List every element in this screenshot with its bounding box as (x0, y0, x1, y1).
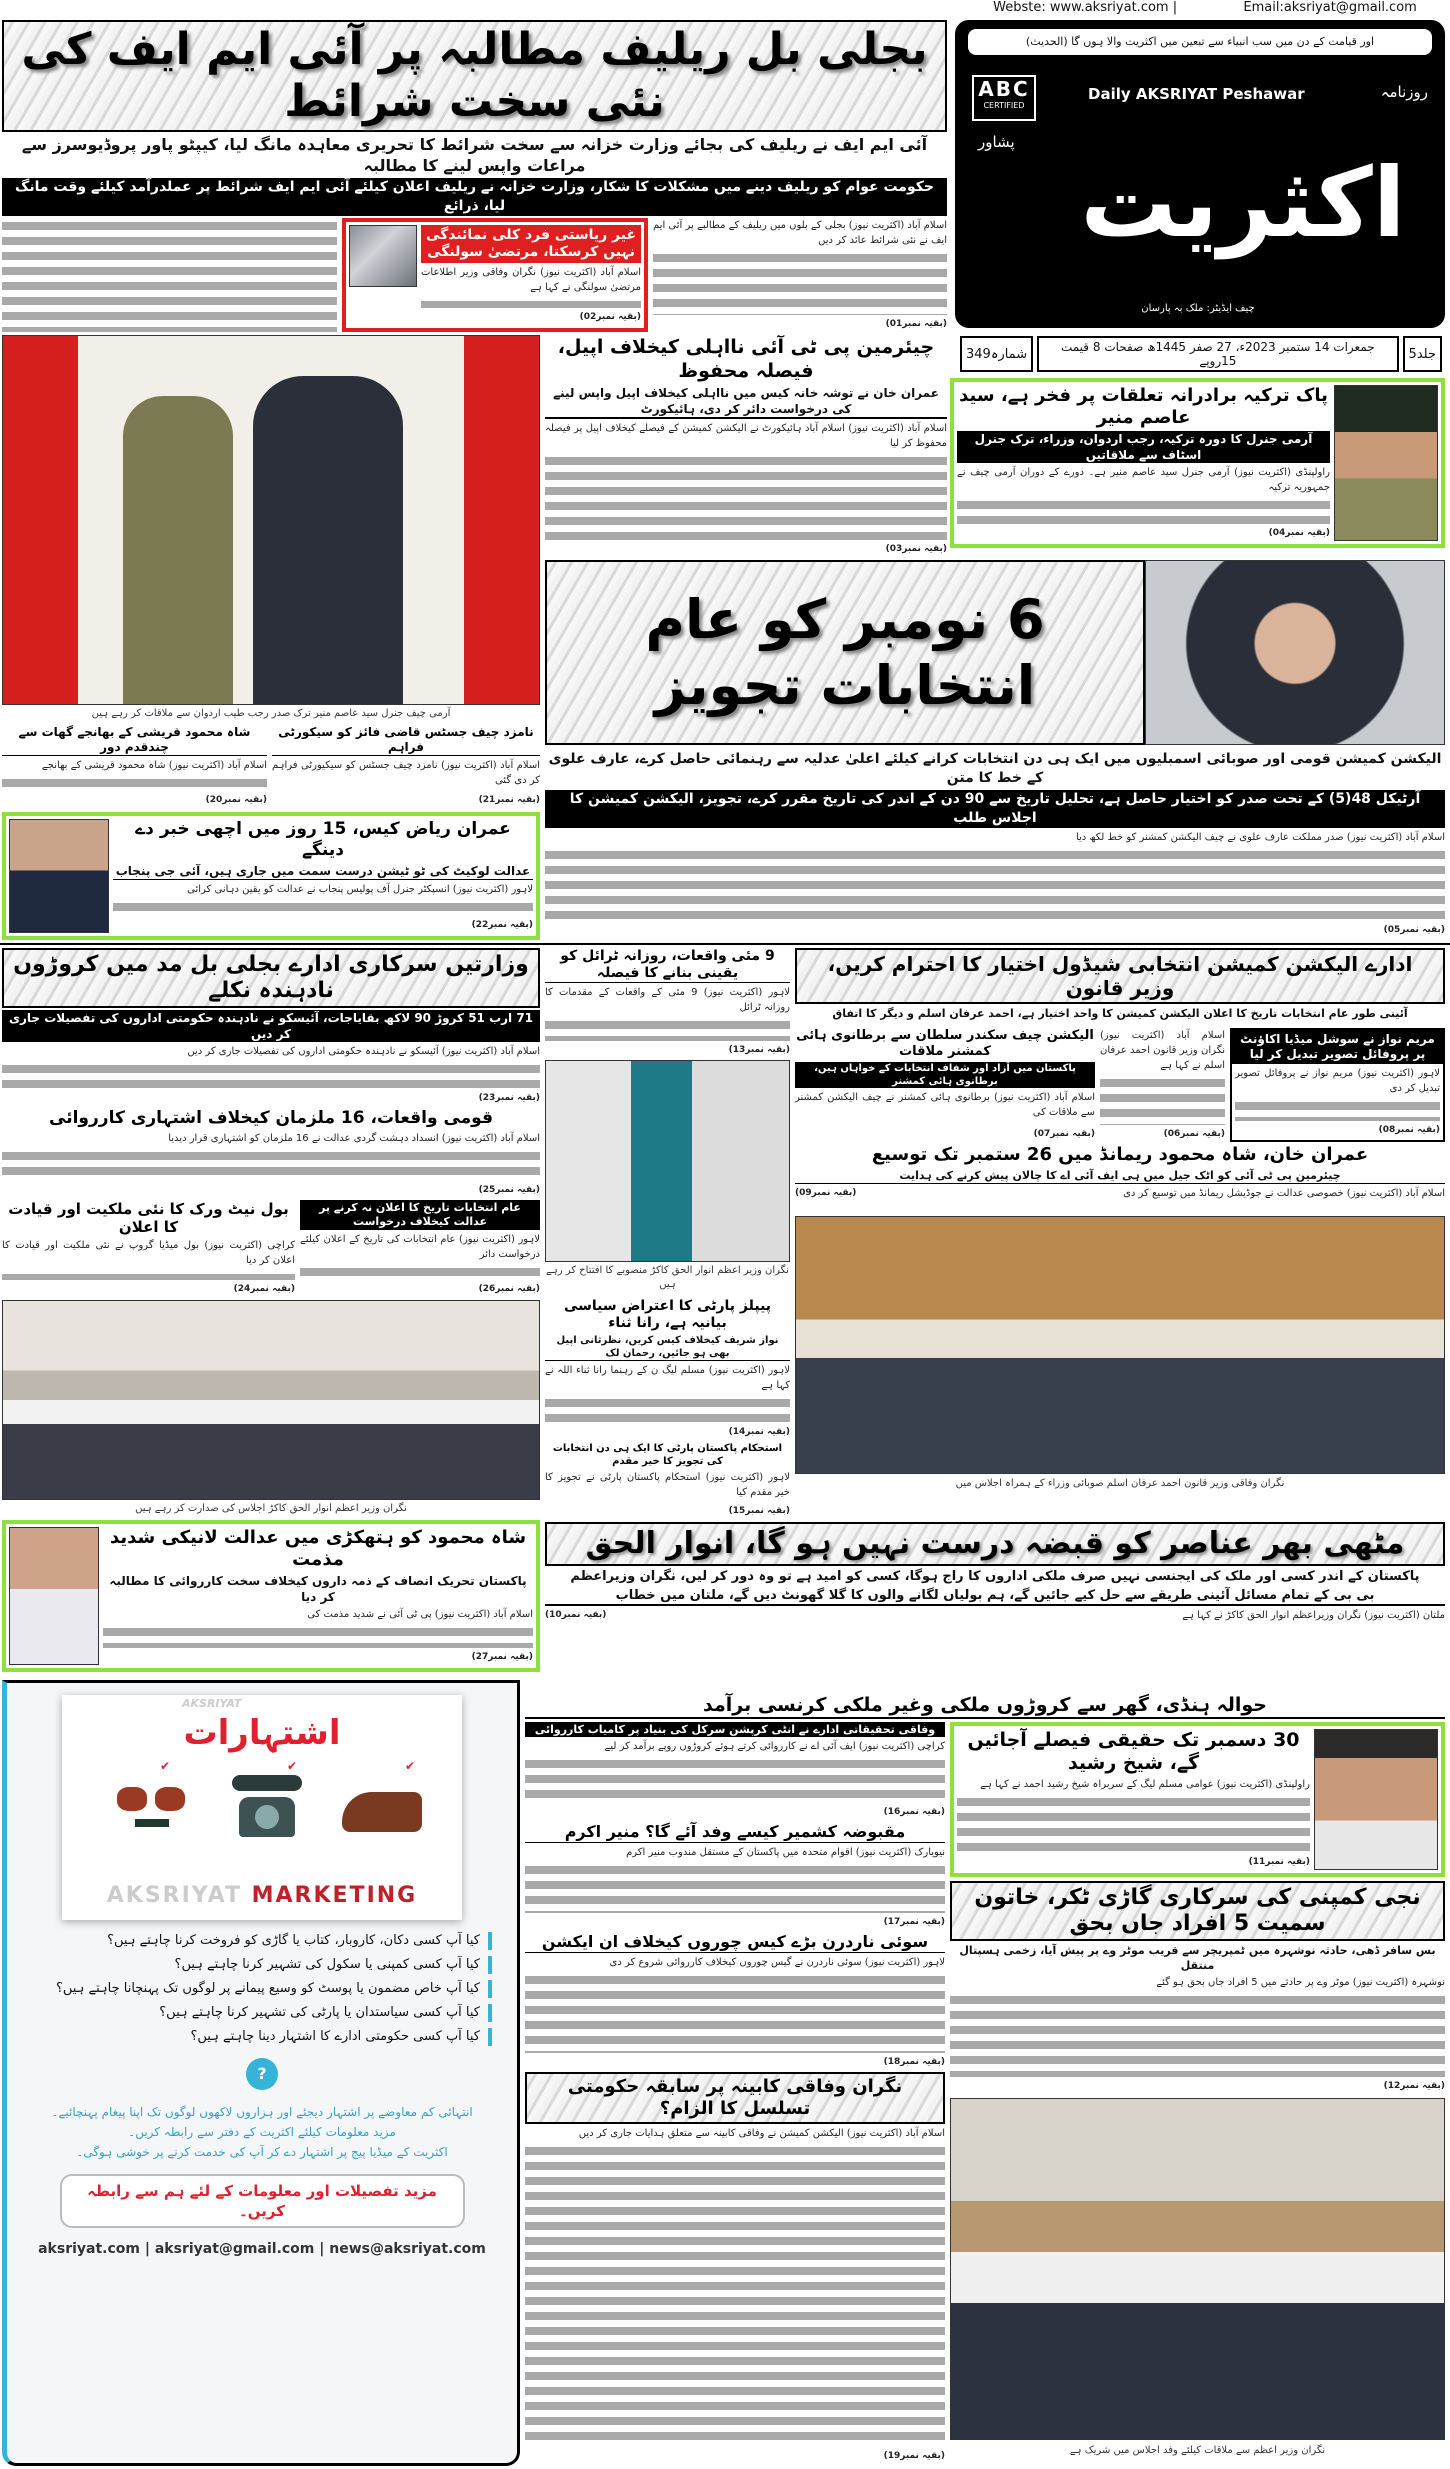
hawala-lede: کراچی (اکثریت نیوز) ایف آئی اے نے کارروائی کرتے ہوئے کروڑوں روپے برآمد کر لیے (604, 1741, 945, 1752)
qureshi-cuffs-headline: شاہ محمود کو ہتھکڑی میں عدالت لانیکی شدید مذمت (109, 1527, 527, 1570)
defaulters-headline: وزارتیں سرکاری ادارے بجلی بل مد میں کروڑوں نادہندہ نکلے (2, 948, 540, 1008)
may9-story (545, 948, 790, 1058)
ad-notes (25, 2102, 500, 2162)
accident-story (950, 1881, 1445, 2094)
erdogan-photo-caption: آرمی چیف جنرل سید عاصم منیر ترک صدر رجب طیب اردوان سے ملاقات کر رہے ہیں (91, 708, 451, 719)
qureshi-nephew-lede: اسلام آباد (اکثریت نیوز) شاہ محمود قریشی کے بھانجے (41, 760, 267, 771)
check-icon: ✔ (287, 1759, 298, 1773)
imran-riaz-lede: لاہور (اکثریت نیوز) انسپکٹر جنرل آف پولیس پنجاب نے عدالت کو یقین دہانی کرائی (187, 884, 533, 895)
issue-number: شمارہ349 (960, 336, 1033, 372)
website-link[interactable]: Webste: www.aksriyat.com | (993, 0, 1178, 15)
ipp-story (545, 1442, 790, 1518)
divider (0, 943, 1450, 945)
continued-label[interactable]: (بقیہ نمبر10) (545, 1610, 607, 1620)
ipp-headline: استحکام پاکستان پارٹی کا ایک ہی دن انتخابات کی تجویز کا خیر مقدم (552, 1443, 783, 1467)
hawala-sub: وفاقی تحقیقاتی ادارے نے انٹی کرپشن سرکل کی بنیاد پر کامیاب کارروائی (525, 1722, 945, 1737)
continued-label[interactable]: (بقیہ نمبر21) (478, 795, 540, 805)
hawala-story (525, 1722, 945, 1820)
qureshi-cuffs-lede: اسلام آباد (اکثریت نیوز) پی ٹی آئی نے شدید مذمت کی (307, 1609, 533, 1620)
imran-riaz-headline: عمران ریاض کیس، 15 روز میں اچھی خبر دے دینگے (135, 819, 511, 860)
continued-label[interactable]: (بقیہ نمبر13) (728, 1045, 790, 1055)
may9-lede: لاہور (اکثریت نیوز) 9 مئی کے واقعات کے مقدمات کا روزانہ ٹرائل (545, 987, 791, 1013)
erdogan-munir-photo (2, 335, 540, 705)
imran-riaz-photo (9, 819, 109, 933)
ad-footer-contacts[interactable]: aksriyat.com | aksriyat@gmail.com | news@aksriyat.com (38, 2241, 486, 2257)
petition-headline: عام انتخابات تاریخ کا اعلان نہ کرنے پر عدالت کیخلاف درخواست (300, 1200, 540, 1230)
continued-label[interactable]: (بقیہ نمبر03) (885, 544, 947, 554)
top-bar (960, 0, 1450, 18)
solangi-lede: اسلام آباد (اکثریت نیوز) نگران وفاقی وزیر اطلاعات مرتضیٰ سولنگی نے کہا ہے (421, 267, 641, 293)
sandal-icon (342, 1792, 422, 1832)
continued-label[interactable]: (بقیہ نمبر16) (883, 1807, 945, 1817)
volume: جلد5 (1403, 336, 1442, 372)
president-figure (253, 376, 403, 705)
rana-sub: نواز شریف کیخلاف کیس کریں، نظرثانی اپیل بھی ہو جائیں، رحمان لک (545, 1334, 790, 1361)
remand-headline: عمران خان، شاہ محمود ریمانڈ میں 26 ستمبر تک توسیع (871, 1144, 1369, 1165)
continued-label[interactable]: (بقیہ نمبر24) (233, 1284, 295, 1294)
continued-label[interactable]: (بقیہ نمبر27) (471, 1652, 533, 1662)
bol-lede: کراچی (اکثریت نیوز) بول میڈیا گروپ نے نئی ملکیت اور قیادت کا اعلان کر دیا (2, 1240, 295, 1266)
meeting-photo-left (2, 1300, 540, 1500)
meeting-photo-bottom (950, 2098, 1445, 2440)
lead-headline: بجلی بل ریلیف مطالبہ پر آئی ایم ایف کی نئی سخت شرائط (2, 20, 947, 132)
masthead (955, 20, 1445, 328)
meeting-photo-right (795, 1216, 1445, 1474)
continued-label[interactable]: (بقیہ نمبر25) (478, 1185, 540, 1195)
lead-sub2: حکومت عوام کو ریلیف دینے میں مشکلات کا شکار، وزارت خزانہ نے ریلیف اعلان کیلئے آئی ایم ایف شرائط پر عملدرآمد کیلئے وقت مانگ لیا، ذرائع (2, 178, 947, 216)
munir-photo (1334, 385, 1438, 541)
continued-label[interactable]: (بقیہ نمبر07) (1033, 1129, 1095, 1139)
ad-contact-button[interactable]: مزید تفصیلات اور معلومات کے لئے ہم سے رابطہ کریں۔ (60, 2174, 465, 2228)
sui-headline: سوئی ناردرن بڑے کیس چوروں کیخلاف ان ایکشن (525, 1932, 945, 1953)
alvi-photo (1145, 560, 1445, 745)
pti-appeal-story (545, 335, 947, 557)
munir-sub: آرمی جنرل کا دورہ ترکیہ، رجب اردوان، وزراء، ترک جنرل اسٹاف سے ملاقاتیں (957, 431, 1330, 463)
ad-question: کیا آپ کسی حکومتی ادارے کا اشتہار دینا چاہتے ہیں؟ (32, 2028, 492, 2046)
remand-story (795, 1144, 1445, 1214)
sunglasses-icon (117, 1777, 187, 1837)
ad-question: کیا آپ کسی دکان، کاروبار، کتاب یا گاڑی کو فروخت کرنا چاہتے ہیں؟ (32, 1932, 492, 1950)
meeting-photo-bottom-caption: نگران وزیر اعظم سے ملاقات کیلئے وفد اجلاس میں شریک ہے (1069, 2445, 1326, 2456)
qureshi-photo (9, 1527, 99, 1665)
lead-body-2 (2, 218, 337, 332)
proclaimed-lede: اسلام آباد (اکثریت نیوز) انسداد دہشت گردی عدالت نے 16 ملزمان کو اشتہاری قرار دیدیا (168, 1133, 540, 1144)
kakar-sub1: پاکستان کے اندر کسی اور ملک کی ایجنسی نہیں صرف ملکی اداروں کا راج ہوگا، کسی کو امید ہے تو وہ دور کر لیں، نگران وزیراعظم (570, 1569, 1420, 1584)
defaulters-lede: اسلام آباد (اکثریت نیوز) آئیسکو نے نادہندہ حکومتی اداروں کی تفصیلات جاری کر دیں (187, 1046, 540, 1057)
sheikh-rashid-photo (1314, 1729, 1438, 1870)
maryam-headline: مریم نواز نے سوشل میڈیا اکاؤنٹ پر پروفائل تصویر تبدیل کر لیا (1232, 1030, 1443, 1064)
pti-appeal-lede: اسلام آباد (اکثریت نیوز) اسلام آباد ہائیکورٹ نے الیکشن کمیشن کے فیصلے کیخلاف اپیل پر فیصلہ محفوظ کر لیا (545, 423, 947, 449)
munir-lede: راولپنڈی (اکثریت نیوز) آرمی جنرل سید عاصم منیر ہے۔ دورے کے دوران آرمی چیف نے جمہوریہ ترکیہ (957, 467, 1330, 493)
lead-body (653, 218, 947, 332)
continued-label[interactable]: (بقیہ نمبر23) (478, 1093, 540, 1103)
remand-lede: اسلام آباد (اکثریت نیوز) خصوصی عدالت نے جوڈیشل ریمانڈ میں توسیع کر دی (1123, 1188, 1445, 1199)
uk-hc-headline: الیکشن چیف سکندر سلطان سے برطانوی ہائی کمشنر ملاقات (796, 1028, 1094, 1059)
ad-brand-small: AKSRIYAT (182, 1697, 242, 1710)
petition-lede: لاہور (اکثریت نیوز) عام انتخابات کی تاریخ کے اعلان کیلئے درخواست دائر (300, 1234, 540, 1260)
check-icon: ✔ (405, 1759, 416, 1773)
lead-zone (2, 20, 947, 332)
remand-sub: چیئرمین پی ٹی آئی کو اٹک جیل میں ہی ایف آئی اے کا چالان پیش کرنے کی ہدایت (795, 1168, 1445, 1184)
kakar-headline: مٹھی بھر عناصر کو قبضہ درست نہیں ہو گا، انوار الحق (545, 1522, 1445, 1566)
continued-label[interactable]: (بقیہ نمبر18) (883, 2057, 945, 2067)
logo: اکثریت (1080, 147, 1406, 259)
roznama-label: روزنامہ (1380, 83, 1428, 101)
ad-title: اشتہارات (183, 1713, 341, 1753)
imran-riaz-sub: عدالت لوکیٹ کی ٹو ٹیشن درست سمت میں جاری ہیں، آئی جی پنجاب (113, 863, 533, 880)
elections-headline: 6 نومبر کو عام انتخابات تجویز (545, 560, 1145, 745)
qureshi-cuffs-sub: پاکستان تحریک انصاف کے ذمہ داروں کیخلاف سخت کارروائی کا مطالبہ کر دیا (109, 1574, 527, 1604)
accident-headline: نجی کمپنی کی سرکاری گاڑی ٹکر، خاتون سمیت 5 افراد جاں بحق (950, 1881, 1445, 1941)
cabinet-headline: نگران وفاقی کابینہ پر سابقہ حکومتی تسلسل کا الزام؟ (525, 2072, 945, 2124)
elections-lede: اسلام آباد (اکثریت نیوز) صدر مملکت عارف علوی نے چیف الیکشن کمشنر کو خط لکھ دیا (1075, 832, 1445, 843)
law-minister-headline: ادارے الیکشن کمیشن انتخابی شیڈول اختیار کا احترام کریں، وزیر قانون (795, 948, 1445, 1004)
accident-lede: نوشہرہ (اکثریت نیوز) موٹر وے پر حادثے میں 5 افراد جاں بحق ہو گئے (1156, 1977, 1445, 1988)
cabinet-lede: اسلام آباد (اکثریت نیوز) الیکشن کمیشن نے وفاقی کابینہ سے متعلق ہدایات جاری کر دیں (578, 2128, 945, 2139)
ad-note: انتہائی کم معاوضے پر اشتہار دیجئے اور ہزاروں لاکھوں لوگوں تک اپنا پیغام پہنچائیے۔ (51, 2105, 473, 2119)
ad-box (2, 1680, 520, 2466)
hadith-banner: اور قیامت کے دن میں سب انبیاء سے تبعین میں اکثریت والا ہوں گا (الحدیث) (968, 29, 1432, 55)
meeting-photo-left-caption: نگران وزیر اعظم انوار الحق کاکڑ اجلاس کی صدارت کر رہے ہیں (135, 1503, 407, 1514)
english-title: Daily AKSRIYAT Peshawar (1088, 85, 1305, 103)
munir-akram-lede: نیویارک (اکثریت نیوز) اقوام متحدہ میں پاکستان کے مستقل مندوب منیر اکرم (626, 1847, 945, 1858)
accident-sub: بس سافر ڈھی، حادثہ نوشہرہ میں ٹمپریچر سے قریب موٹر وے پر پیش آیا، زخمی ہسپتال منتقل (959, 1944, 1436, 1972)
email-link[interactable]: Email:aksriyat@gmail.com (1243, 0, 1417, 15)
ad-questions (32, 1932, 492, 2046)
ad-note: اکثریت کے میڈیا پیج پر اشتہار دے کر آپ کی خدمت کرنے پر خوشی ہوگی۔ (76, 2145, 448, 2159)
uk-hc-sub: پاکستان میں آزاد اور شفاف انتخابات کے خواہاں ہیں، برطانوی ہائی کمشنر (795, 1062, 1095, 1088)
maryam-lede: لاہور (اکثریت نیوز) مریم نواز نے پروفائل تصویر تبدیل کر دی (1235, 1068, 1440, 1094)
continued-label[interactable]: (بقیہ نمبر17) (883, 1917, 945, 1927)
maryam-story (1230, 1028, 1445, 1142)
bol-headline: بول نیٹ ورک کا نئی ملکیت اور قیادت کا اعلان (8, 1200, 289, 1236)
inauguration-photo (545, 1060, 790, 1262)
date-bar (960, 336, 1442, 372)
continued-label[interactable]: (بقیہ نمبر22) (471, 920, 533, 930)
continued-label[interactable]: (بقیہ نمبر01) (885, 319, 947, 329)
proclaimed-headline: قومی واقعات، 16 ملزمان کیخلاف اشتہاری کارروائی (49, 1108, 493, 1128)
sheikh-rashid-story (950, 1722, 1445, 1877)
qazi-story (272, 725, 540, 808)
sheikh-rashid-lede: راولپنڈی (اکثریت نیوز) عوامی مسلم لیگ کے سربراہ شیخ رشید احمد نے کہا ہے (980, 1779, 1310, 1790)
continued-label[interactable]: (بقیہ نمبر14) (728, 1427, 790, 1437)
hawala-headline: حوالہ ہنڈی، گھر سے کروڑوں ملکی وغیر ملکی کرنسی برآمد (525, 1694, 1445, 1719)
solangi-story (342, 218, 648, 332)
check-icon: ✔ (160, 1759, 171, 1773)
pti-appeal-sub: عمران خان نے توشہ خانہ کیس میں نااہلی کیخلاف اپیل واپس لینے کی درخواست دائر کر دی، ہائیکورٹ (545, 385, 947, 419)
sui-story (525, 1932, 945, 2070)
continued-label[interactable]: (بقیہ نمبر06) (1163, 1129, 1225, 1139)
abc-certified-badge: ABC CERTIFIED (972, 75, 1036, 121)
qureshi-cuffs-story (2, 1520, 540, 1672)
bol-story (2, 1200, 295, 1297)
continued-label[interactable]: (بقیہ نمبر19) (883, 2451, 945, 2461)
may9-headline: 9 مئی واقعات، روزانہ ٹرائل کو یقینی بنانے کا فیصلہ (545, 948, 790, 983)
ad-note: مزید معلومات کیلئے اکثریت کے دفتر سے رابطہ کریں۔ (128, 2125, 396, 2139)
qazi-lede: اسلام آباد (اکثریت نیوز) نامزد چیف جسٹس کو سیکیورٹی فراہم کر دی گئی (272, 760, 540, 786)
continued-label[interactable]: (بقیہ نمبر20) (205, 795, 267, 805)
ad-question: کیا آپ کسی کمپنی یا سکول کی تشہیر کرنا چاہتے ہیں؟ (32, 1956, 492, 1974)
qureshi-nephew-headline: شاہ محمود قریشی کے بھانجے گھات سے چندقدم دور (2, 725, 267, 756)
ad-card (62, 1695, 462, 1920)
sui-lede: لاہور (اکثریت نیوز) سوئی ناردرن نے گیس چوروں کیخلاف کارروائی شروع کر دی (609, 1957, 945, 1968)
imran-riaz-story (2, 812, 540, 940)
uk-hc-lede: اسلام آباد (اکثریت نیوز) برطانوی ہائی کمشنر نے چیف الیکشن کمشنر سے ملاقات کی (795, 1092, 1095, 1118)
city-label: پشاور (978, 133, 1015, 151)
law-minister-body (1100, 1028, 1225, 1142)
rana-headline: پیپلز پارٹی کا اعتراض سیاسی بیانیہ ہے، رانا ثناء (563, 1298, 772, 1331)
qureshi-nephew-story (2, 725, 267, 808)
munir-akram-story (525, 1822, 945, 1930)
continued-label[interactable]: (بقیہ نمبر02) (579, 312, 641, 322)
ad-marketing-label: MARKETING (251, 1883, 418, 1908)
continued-label[interactable]: (بقیہ نمبر04) (1268, 528, 1330, 538)
law-minister-lede: اسلام آباد (اکثریت نیوز) نگران وزیر قانون احمد عرفان اسلم نے کہا ہے (1100, 1030, 1225, 1071)
inauguration-caption: نگران وزیر اعظم انوار الحق کاکڑ منصوبے کا افتتاح کر رہے ہیں (546, 1265, 789, 1290)
continued-label[interactable]: (بقیہ نمبر12) (1383, 2081, 1445, 2091)
sheikh-rashid-headline: 30 دسمبر تک حقیقی فیصلے آجائیں گے، شیخ رشید (967, 1729, 1300, 1774)
continued-label[interactable]: (بقیہ نمبر26) (478, 1284, 540, 1294)
pti-appeal-headline: چیئرمین پی ٹی آئی نااہلی کیخلاف اپیل، فیصلہ محفوظ (557, 336, 935, 382)
continued-label[interactable]: (بقیہ نمبر15) (728, 1506, 790, 1516)
rana-story (545, 1298, 790, 1440)
continued-label[interactable]: (بقیہ نمبر11) (1248, 1857, 1310, 1867)
elections-sub1: الیکشن کمیشن قومی اور صوبائی اسمبلیوں میں ایک ہی دن انتخابات کرانے کیلئے اعلیٰ عدلیہ سے رہنمائی حاصل کرے، عارف علوی کے خط کا متن (548, 751, 1442, 786)
meeting-photo-right-caption: نگران وفاقی وزیر قانون احمد عرفان اسلم صوبائی وزراء کے ہمراہ اجلاس میں (955, 1478, 1285, 1489)
munir-headline: پاک ترکیہ برادرانہ تعلقات پر فخر ہے، سید عاصم منیر (959, 385, 1328, 428)
continued-label[interactable]: (بقیہ نمبر05) (1383, 925, 1445, 935)
elections-sub2: آرٹیکل 48(5) کے تحت صدر کو اختیار حاصل ہے، تحلیل تاریخ سے 90 دن کے اندر کی تاریخ مقرر کرے، تجویز، الیکشن کمیشن کا اجلاس طلب (545, 790, 1445, 828)
elections-body (545, 750, 1445, 938)
defaulters-story (2, 948, 540, 1106)
qazi-headline: نامزد چیف جسٹس قاضی فائز کو سیکورٹی فراہم (272, 725, 540, 756)
telephone-icon (227, 1775, 307, 1840)
lead-lede: اسلام آباد (اکثریت نیوز) بجلی کے بلوں میں ریلیف کے مطالبے پر آئی ایم ایف نے نئی شرائط عائد کر دیں (653, 220, 947, 246)
kakar-lede: ملتان (اکثریت نیوز) نگران وزیراعظم انوار الحق کاکڑ نے کہا ہے (1182, 1610, 1445, 1621)
munir-akram-headline: مقبوضہ کشمیر کیسے وفد آئے گا؟ منیر اکرم (525, 1822, 945, 1843)
law-minister-header (795, 948, 1445, 1021)
info-icon: ? (246, 2058, 278, 2090)
proclaimed-story (2, 1108, 540, 1198)
ad-marketing-brand: AKSRIYAT (106, 1883, 242, 1908)
lead-sub1: آئی ایم ایف نے ریلیف کی بجائے وزارت خزانہ سے سخت شرائط کا تحریری معاہدہ مانگ لیا، کیپٹو پاور پروڈیوسرز سے مراعات واپس لینے کا مطالبہ (21, 135, 928, 175)
kakar-sub2: بی بی کے تمام مسائل آئینی طریقے سے حل کیے جائیں گے، ہم بولیاں لگانے والوں کا گلا گھونٹ دیں گے، ملتان میں خطاب (545, 1587, 1445, 1606)
chief-editor: چیف ایڈیٹر: ملک بہ پارسان (1141, 303, 1255, 314)
general-figure (123, 396, 233, 705)
issue-date: جمعرات 14 ستمبر 2023ء، 27 صفر 1445ھ صفحات 8 قیمت 15روپے (1037, 336, 1398, 372)
continued-label[interactable]: (بقیہ نمبر09) (795, 1188, 857, 1198)
continued-label[interactable]: (بقیہ نمبر08) (1378, 1125, 1440, 1135)
ad-question: کیا آپ کسی سیاستدان یا پارٹی کی تشہیر کرنا چاہتے ہیں؟ (32, 2004, 492, 2022)
solangi-photo (349, 225, 417, 287)
munir-story (950, 378, 1445, 548)
law-minister-sub: آئینی طور عام انتخابات تاریخ کا اعلان الیکشن کمیشن کا واحد اختیار ہے، احمد عرفان اسلم و دیگر کا اتفاق (832, 1007, 1408, 1020)
uk-hc-story (795, 1028, 1095, 1142)
petition-story (300, 1200, 540, 1297)
solangi-headline: غیر ریاستی فرد کلی نمائندگی نہیں کرسکتا، مرتضیٰ سولنگی (421, 225, 641, 263)
cabinet-story (525, 2072, 945, 2464)
defaulters-sub: 71 ارب 51 کروڑ 90 لاکھ بقایاجات، آئیسکو نے نادہندہ حکومتی اداروں کی تفصیلات جاری کر دیں (2, 1010, 540, 1042)
ad-question: کیا آپ خاص مضمون یا پوسٹ کو وسیع پیمانے پر لوگوں تک پہنچانا چاہتے ہیں؟ (32, 1980, 492, 1998)
rana-lede: لاہور (اکثریت نیوز) مسلم لیگ ن کے رہنما رانا ثناء اللہ نے کہا ہے (545, 1365, 790, 1391)
kakar-story (545, 1522, 1445, 1690)
ipp-lede: لاہور (اکثریت نیوز) استحکام پاکستان پارٹی نے تجویز کا خیر مقدم کیا (545, 1472, 790, 1498)
